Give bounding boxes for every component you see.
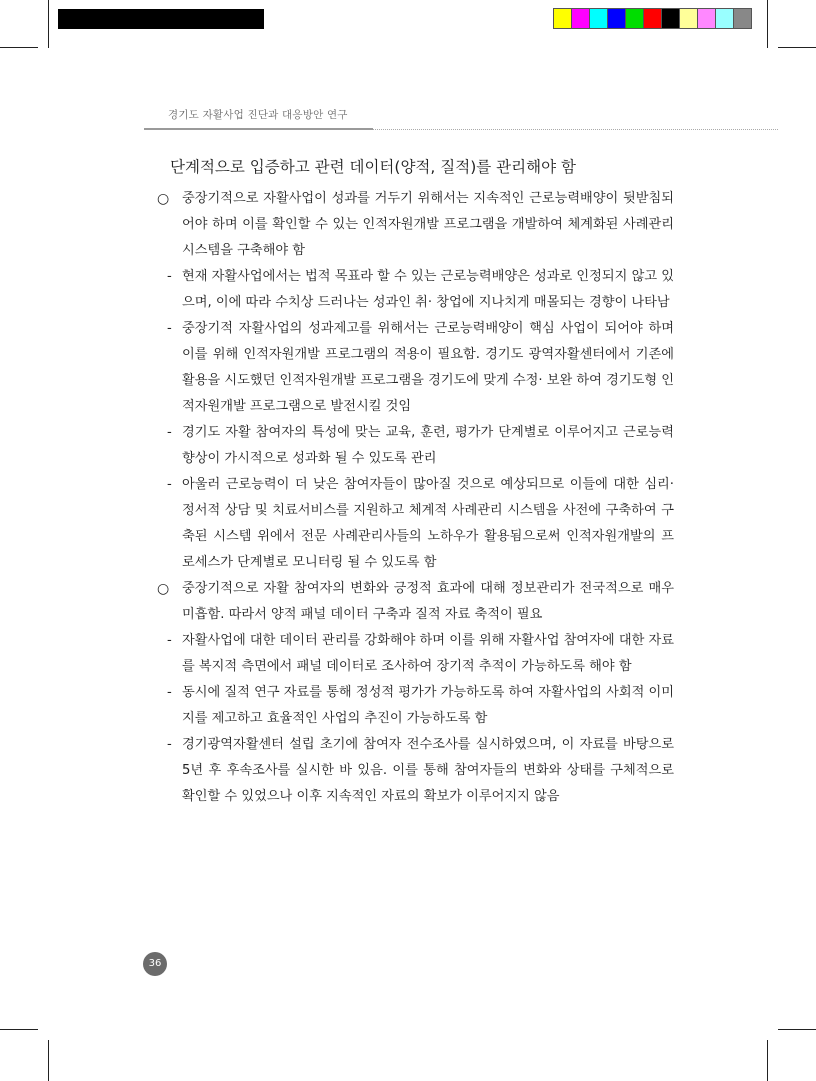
color-swatch [698,9,716,28]
crop-mark-top-right-v [767,0,768,48]
bullet-text: 중장기적으로 자활 참여자의 변화와 긍정적 효과에 대해 정보관리가 전국적으로 매우 미흡함. 따라서 양적 패널 데이터 구축과 질적 자료 축적이 필요 [182,581,674,622]
color-swatch [680,9,698,28]
bullet-text: 중장기적 자활사업의 성과제고를 위해서는 근로능력배양이 핵심 사업이 되어야 하며 이를 위해 인적자원개발 프로그램의 적용이 필요함. 경기도 광역자활센터에서 기존에 활용을 시도했던 인적자원개발 프로그램을 경기도에 맞게 수정· 보완 하여 경기도형 인적자원개발 프로그램으로 발전시킬 것임 [182,321,674,414]
color-swatch [644,9,662,28]
color-swatch [554,9,572,28]
color-swatch [662,9,680,28]
crop-mark-bottom-left-v [48,1040,49,1081]
page-number: 36 [143,952,167,976]
bullet-text: 동시에 질적 연구 자료를 통해 정성적 평가가 가능하도록 하여 자활사업의 사회적 이미지를 제고하고 효율적인 사업의 추진이 가능하도록 함 [182,685,674,726]
header-rule [144,128,373,130]
crop-mark-top-left-v [48,0,49,48]
running-header-title: 경기도 자활사업 진단과 대응방안 연구 [168,109,348,121]
lead-sentence: 단계적으로 입증하고 관련 데이터(양적, 질적)를 관리해야 함 [170,158,576,176]
dash-bullet-icon: - [167,737,172,752]
dash-bullet-icon: - [167,269,172,284]
color-calibration-strip [553,8,752,29]
bullet-text: 경기도 자활 참여자의 특성에 맞는 교육, 훈련, 평가가 단계별로 이루어지고 근로능력향상이 가시적으로 성과화 될 수 있도록 관리 [182,425,674,466]
bullet-text: 자활사업에 대한 데이터 관리를 강화해야 하며 이를 위해 자활사업 참여자에 대한 자료를 복지적 측면에서 패널 데이터로 조사하여 장기적 추적이 가능하도록 해야 함 [182,633,674,674]
sub-bullet-item [152,732,674,810]
dash-bullet-icon: - [167,685,172,700]
crop-mark-bottom-right-h [778,1029,816,1030]
circle-bullet-icon: ○ [157,191,170,207]
crop-mark-top-right-h [778,47,816,48]
color-swatch [608,9,626,28]
dash-bullet-icon: - [167,321,172,336]
circle-bullet-icon: ○ [157,581,170,597]
color-swatch [590,9,608,28]
color-swatch [716,9,734,28]
main-bullet-item [152,186,674,264]
header-dotted-rule [373,129,778,130]
crop-mark-bottom-right-v [767,1040,768,1081]
bullet-text: 경기광역자활센터 설립 초기에 참여자 전수조사를 실시하였으며, 이 자료를 바탕으로 5년 후 후속조사를 실시한 바 있음. 이를 통해 참여자들의 변화와 상태를 구체적으로 확인할 수 있었으나 이후 지속적인 자료의 확보가 이루어지지 않음 [182,737,674,804]
dash-bullet-icon: - [167,425,172,440]
bullet-text: 아울러 근로능력이 더 낮은 참여자들이 많아질 것으로 예상되므로 이들에 대한 심리· 정서적 상담 및 치료서비스를 지원하고 체계적 사례관리 시스템을 사전에 구축하여 구축된 시스템 위에서 전문 사례관리사들의 노하우가 활용됨으로써 인적자원개발의 프로세스가 단계별로 모니터링 될 수 있도록 함 [182,477,674,570]
color-swatch [734,9,751,28]
sub-bullet-item [152,680,674,732]
sub-bullet-item [152,472,674,576]
sub-bullet-item [152,316,674,420]
bullet-list [152,186,674,810]
dash-bullet-icon: - [167,633,172,648]
dash-bullet-icon: - [167,477,172,492]
bullet-text: 중장기적으로 자활사업이 성과를 거두기 위해서는 지속적인 근로능력배양이 뒷받침되어야 하며 이를 확인할 수 있는 인적자원개발 프로그램을 개발하여 체계화된 사례관리 시스템을 구축해야 함 [182,191,674,258]
sub-bullet-item [152,264,674,316]
sub-bullet-item [152,628,674,680]
main-bullet-item [152,576,674,628]
crop-mark-bottom-left-h [0,1029,38,1030]
bullet-text: 현재 자활사업에서는 법적 목표라 할 수 있는 근로능력배양은 성과로 인정되지 않고 있으며, 이에 따라 수치상 드러나는 성과인 취· 창업에 지나치게 매몰되는 경향이 나타남 [182,269,674,310]
body-content [152,156,674,810]
sub-bullet-item [152,420,674,472]
crop-mark-top-left-h [0,47,38,48]
color-swatch [572,9,590,28]
print-registration-bar [58,9,264,29]
color-swatch [626,9,644,28]
